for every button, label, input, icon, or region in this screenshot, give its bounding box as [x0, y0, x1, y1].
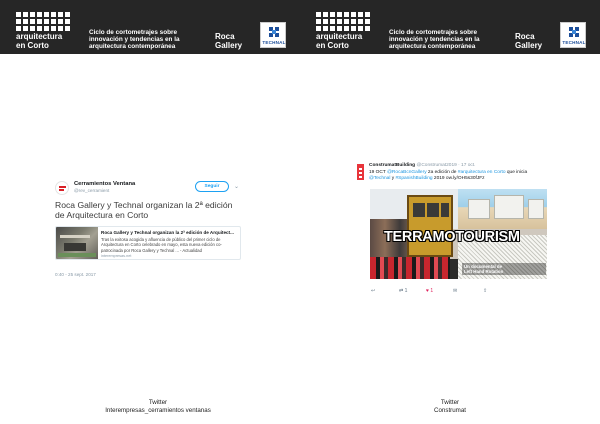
arquitectura-grid-logo: [16, 12, 70, 30]
arquitectura-grid-logo: [316, 12, 370, 30]
avatar[interactable]: [357, 164, 364, 180]
link-title: Roca Gallery y Technal organizan la 2ª edición de Arquitect...: [101, 230, 234, 235]
brand-name: arquitectura en Corto: [16, 32, 63, 50]
tweet-card-construmat[interactable]: [357, 161, 547, 299]
tagline: Ciclo de cortometrajes sobre innovación y tendencias en la arquitectura contemporánea: [89, 29, 180, 50]
media-title: TERRAMOTOURISM: [384, 229, 520, 245]
avatar[interactable]: [55, 181, 69, 195]
technal-logo: [260, 22, 286, 48]
retweet-icon[interactable]: ⇄ 1: [399, 288, 408, 294]
right-page: [300, 0, 600, 424]
header-band-left: [0, 0, 300, 54]
technal-mark-icon: [569, 27, 579, 37]
tweet-card-interempresas[interactable]: [55, 178, 243, 280]
tweet-text: 19 OCT @RocaBcnGallery 2a edición de #arquitectura en Corto que inicia @Technal y #SpanishBuilding 2019 ow.ly/OH5s30fJFz: [369, 170, 528, 182]
link-url: interempresas.net: [101, 254, 132, 258]
tweet-actions: [371, 288, 547, 296]
account-name[interactable]: Cerramientos Ventana: [74, 181, 136, 187]
tweet-media-image[interactable]: [370, 189, 547, 279]
reply-icon[interactable]: ↩: [371, 288, 376, 294]
link-preview-card[interactable]: [55, 226, 241, 260]
header-band-right: [300, 0, 600, 54]
mention-link[interactable]: @RocaBcnGallery: [387, 170, 427, 175]
tweet-text: Roca Gallery y Technal organizan la 2ª edición de Arquitectura en Corto: [55, 200, 233, 220]
caption-right: Twitter Construmat: [434, 399, 466, 414]
technal-logo: [560, 22, 586, 48]
mention-link[interactable]: @Technal: [369, 176, 391, 182]
hashtag-link[interactable]: #arquitectura en Corto: [457, 170, 506, 175]
link-thumbnail: [56, 227, 98, 260]
share-icon[interactable]: ⇪: [483, 288, 488, 294]
caption-left: Twitter Interempresas_cerramientos ventanas: [105, 399, 211, 414]
hashtag-link[interactable]: #SpanishBuilding: [395, 176, 433, 182]
media-caption: Un documental de Left Hand Rotation: [462, 263, 546, 275]
message-icon[interactable]: ✉: [453, 288, 458, 294]
tram-illustration: [407, 195, 453, 257]
technal-wordmark: TECHNAL: [262, 40, 286, 45]
account-handle[interactable]: @rev_cerramient: [74, 188, 110, 193]
account-handle[interactable]: @Construmat2019 · 17 oct.: [416, 163, 476, 168]
heart-icon[interactable]: ♥ 1: [426, 288, 434, 294]
tweet-timestamp[interactable]: 0:40 - 25 sept. 2017: [55, 272, 96, 277]
tweet-header: [369, 163, 475, 168]
link-description: Tras la exitosa acogida y afluencia de público del primer ciclo de Arquitectura en Corto celebrado en mayo, esta nueva edición co-patrocinada por Roca Gallery y Technal ... - Actualidad: [101, 237, 222, 253]
account-name[interactable]: ConstrumatBuilding: [369, 163, 416, 168]
roca-gallery-logo: Roca Gallery: [515, 32, 543, 50]
roca-gallery-logo: Roca Gallery: [215, 32, 243, 50]
technal-mark-icon: [269, 27, 279, 37]
follow-button[interactable]: Seguir: [195, 181, 229, 192]
brand-name: arquitectura en Corto: [316, 32, 363, 50]
technal-wordmark: TECHNAL: [562, 40, 586, 45]
tagline: Ciclo de cortometrajes sobre innovación y tendencias en la arquitectura contemporánea: [389, 29, 480, 50]
chevron-down-icon[interactable]: ⌄: [234, 184, 240, 190]
